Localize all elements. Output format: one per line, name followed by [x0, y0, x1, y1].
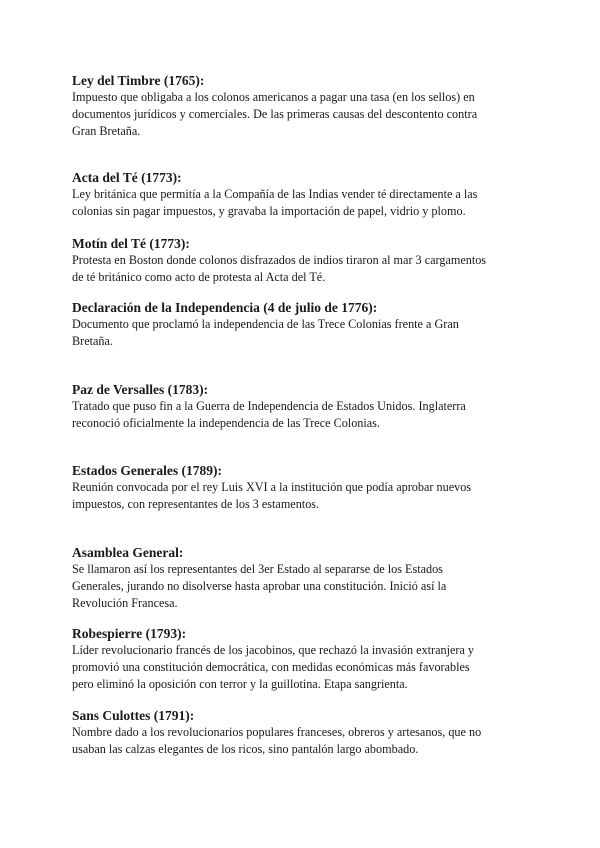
glossary-entry-motin-del-te: [72, 235, 532, 286]
entry-definition-line: Generales, jurando no disolverse hasta aprobar una constitución. Inició así la: [72, 579, 447, 593]
entry-definition-line: pero eliminó la oposición con terror y la guillotina. Etapa sangrienta.: [72, 677, 408, 691]
glossary-entry-estados-generales: [72, 462, 532, 513]
entry-definition-line: de té británico como acto de protesta al Acta del Té.: [72, 270, 326, 284]
entry-definition-line: reconoció oficialmente la independencia de las Trece Colonias.: [72, 416, 380, 430]
glossary-entry-ley-del-timbre: [72, 72, 532, 140]
entry-term: Paz de Versalles (1783):: [72, 382, 209, 397]
entry-definition-line: Revolución Francesa.: [72, 596, 178, 610]
entry-term: Sans Culottes (1791):: [72, 708, 195, 723]
glossary-entry-robespierre: [72, 625, 532, 693]
entry-definition-line: impuestos, con representantes de los 3 estamentos.: [72, 497, 320, 511]
entry-definition-line: Líder revolucionario francés de los jacobinos, que rechazó la invasión extranjera y: [72, 643, 475, 657]
entry-definition-line: Bretaña.: [72, 334, 113, 348]
glossary-entry-acta-del-te: [72, 169, 532, 220]
glossary-entry-paz-de-versalles: [72, 381, 532, 432]
entry-definition-line: colonias sin pagar impuestos, y gravaba la importación de papel, vidrio y plomo.: [72, 204, 466, 218]
entry-definition-line: Ley británica que permitía a la Compañía de las Indias vender té directamente a las: [72, 187, 478, 201]
entry-definition-line: Reunión convocada por el rey Luis XVI a la institución que podía aprobar nuevos: [72, 480, 472, 494]
glossary-entry-declaracion-independencia: [72, 299, 532, 350]
entry-definition-line: Se llamaron así los representantes del 3er Estado al separarse de los Estados: [72, 562, 443, 576]
entry-term: Estados Generales (1789):: [72, 463, 222, 478]
entry-definition-line: promovió una constitución democrática, con medidas económicas más favorables: [72, 660, 470, 674]
entry-term: Ley del Timbre (1765):: [72, 73, 205, 88]
entry-definition-line: Documento que proclamó la independencia de las Trece Colonias frente a Gran: [72, 317, 459, 331]
entry-term: Declaración de la Independencia (4 de julio de 1776):: [72, 300, 378, 315]
glossary-entry-asamblea-general: [72, 544, 532, 612]
entry-definition-line: usaban las calzas elegantes de los ricos, sino pantalón largo abombado.: [72, 742, 419, 756]
glossary-entry-sans-culottes: [72, 707, 532, 758]
entry-term: Asamblea General:: [72, 545, 184, 560]
entry-definition-line: Nombre dado a los revolucionarios populares franceses, obreros y artesanos, que no: [72, 725, 482, 739]
entry-definition-line: Gran Bretaña.: [72, 124, 141, 138]
entry-term: Robespierre (1793):: [72, 626, 187, 641]
entry-definition-line: Tratado que puso fin a la Guerra de Independencia de Estados Unidos. Inglaterra: [72, 399, 466, 413]
entry-definition-line: Impuesto que obligaba a los colonos americanos a pagar una tasa (en los sellos) en: [72, 90, 475, 104]
entry-term: Acta del Té (1773):: [72, 170, 182, 185]
entry-definition-line: documentos jurídicos y comerciales. De las primeras causas del descontento contra: [72, 107, 478, 121]
entry-definition-line: Protesta en Boston donde colonos disfrazados de indios tiraron al mar 3 cargamentos: [72, 253, 487, 267]
entry-term: Motín del Té (1773):: [72, 236, 190, 251]
